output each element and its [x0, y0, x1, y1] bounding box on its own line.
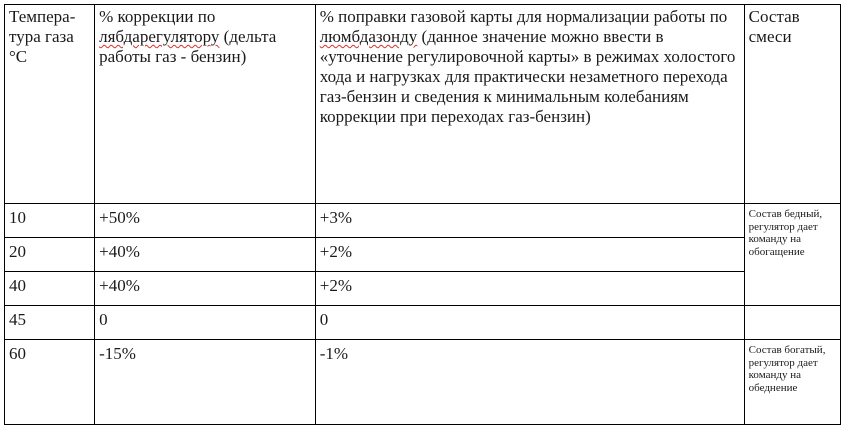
cell-correction[interactable]: 0 — [95, 306, 316, 340]
table-row — [5, 238, 841, 272]
cell-correction[interactable]: -15% — [95, 340, 316, 425]
cell-temperature[interactable]: 20 — [5, 238, 95, 272]
cell-note-lean[interactable]: Состав бедный, регулятор дает команду на обогащение — [744, 204, 840, 306]
cell-map-adjustment[interactable]: +2% — [315, 272, 744, 306]
cell-temperature[interactable]: 45 — [5, 306, 95, 340]
header-correction-prefix: % коррекции по — [99, 7, 216, 26]
spellcheck-word-map: люмбдазонду — [319, 27, 418, 46]
header-map-adjustment[interactable] — [315, 5, 744, 204]
header-map-suffix: (данное значение можно ввести в «уточнение регулировочной карты» в режимах холостого хода и нагрузках для практически незаметного перехода газ-бензин и сведения к минимальным колебаниям коррекции при переходах газ-бензин) — [319, 27, 736, 126]
cell-note-rich[interactable]: Состав богатый, регулятор дает команду на обеднение — [744, 340, 840, 425]
cell-map-adjustment[interactable]: +3% — [315, 204, 744, 238]
header-mixture[interactable] — [744, 5, 840, 204]
table-row — [5, 306, 841, 340]
cell-temperature[interactable]: 10 — [5, 204, 95, 238]
cell-note-empty[interactable] — [744, 306, 840, 340]
table-row — [5, 204, 841, 238]
header-mixture-text: Состав смеси — [748, 7, 800, 46]
cell-map-adjustment[interactable]: 0 — [315, 306, 744, 340]
header-correction-suffix: (дельта работы газ - бензин) — [99, 27, 277, 66]
cell-correction[interactable]: +40% — [95, 238, 316, 272]
spellcheck-word-correction: лябдарегулятору — [99, 27, 220, 46]
table-row — [5, 272, 841, 306]
header-temperature-text: Темпера-тура газа °C — [9, 7, 76, 66]
header-temperature[interactable] — [5, 5, 95, 204]
calibration-table — [4, 4, 841, 425]
cell-temperature[interactable]: 60 — [5, 340, 95, 425]
header-map-prefix: % поправки газовой карты для нормализации работы по — [319, 7, 728, 26]
table-header-row — [5, 5, 841, 204]
cell-map-adjustment[interactable]: +2% — [315, 238, 744, 272]
cell-correction[interactable]: +50% — [95, 204, 316, 238]
cell-temperature[interactable]: 40 — [5, 272, 95, 306]
table-row — [5, 340, 841, 425]
cell-correction[interactable]: +40% — [95, 272, 316, 306]
cell-map-adjustment[interactable]: -1% — [315, 340, 744, 425]
header-correction[interactable] — [95, 5, 316, 204]
